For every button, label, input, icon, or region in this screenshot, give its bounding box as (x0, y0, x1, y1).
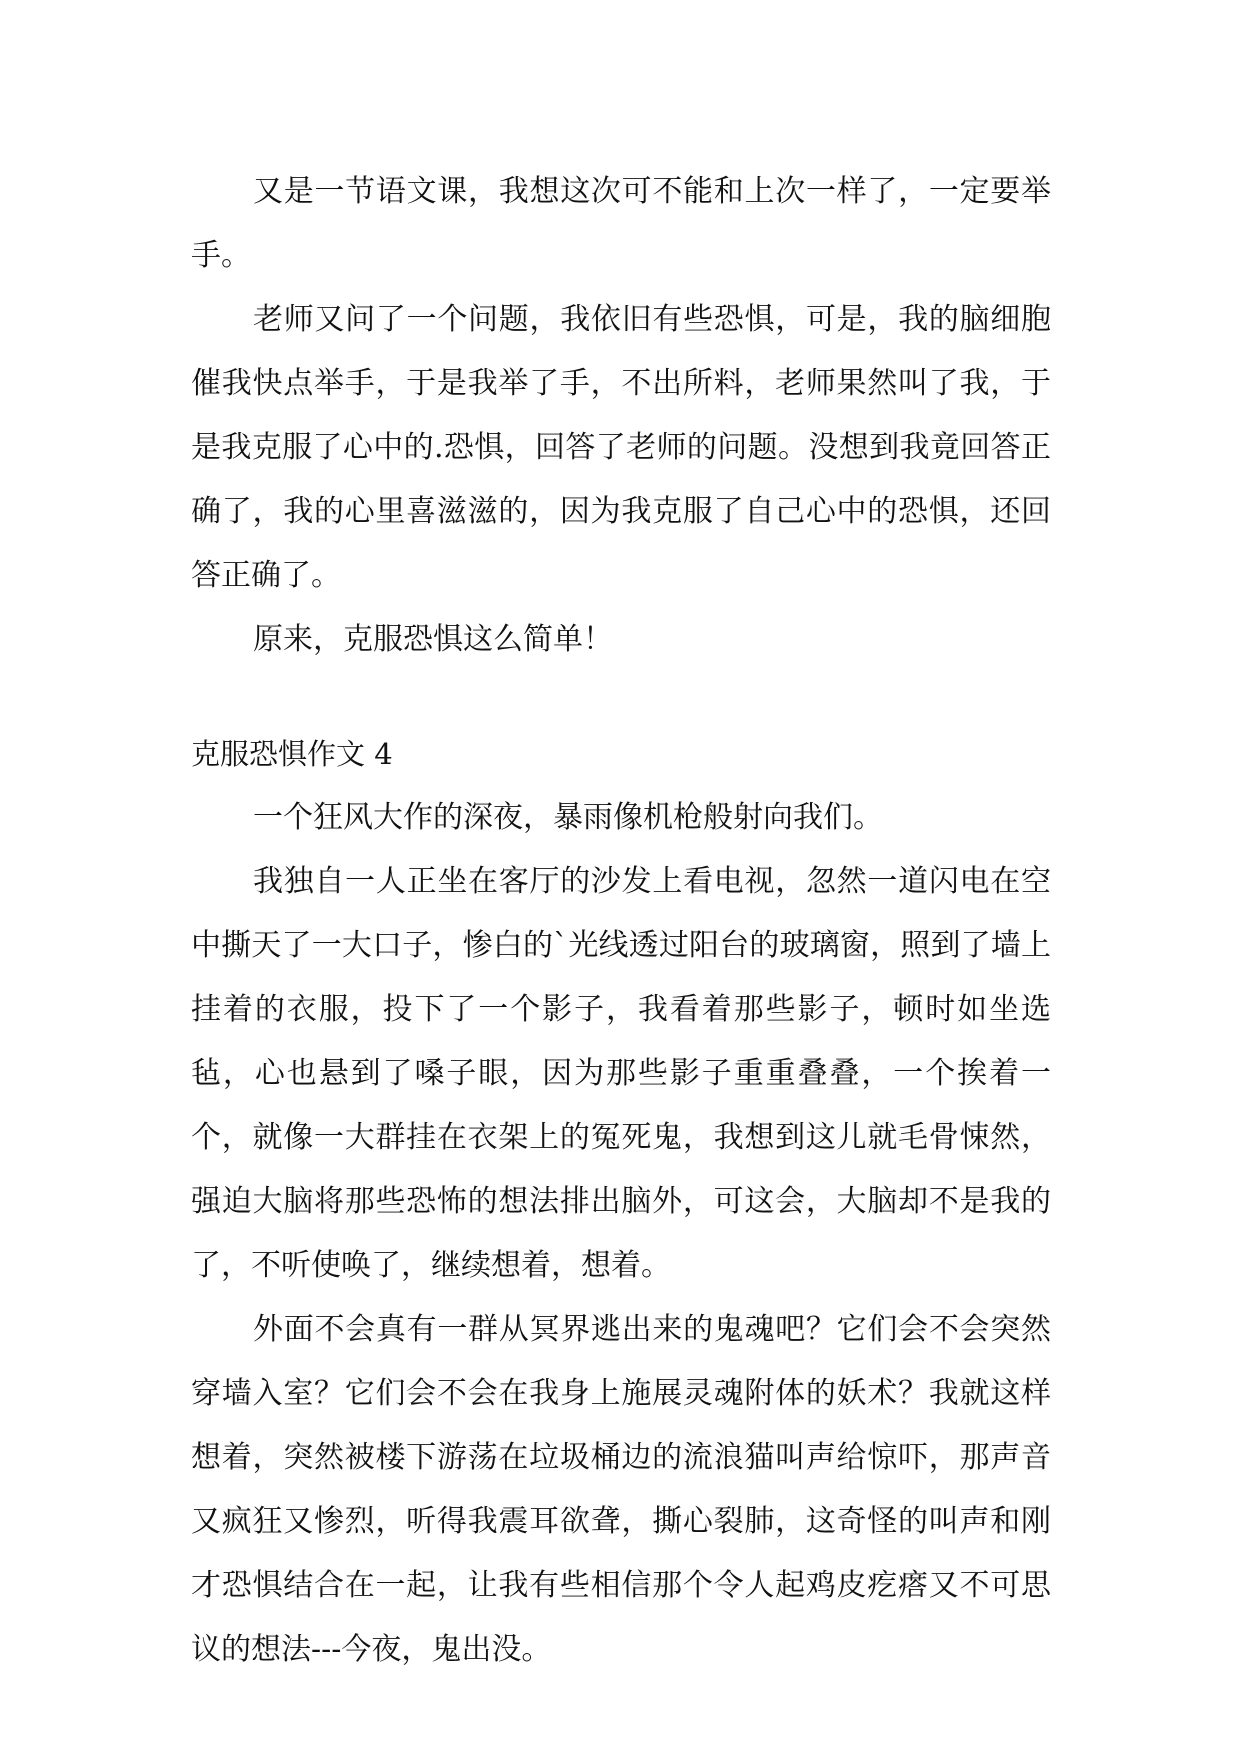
paragraph: 我独自一人正坐在客厅的沙发上看电视，忽然一道闪电在空中撕天了一大口子，惨白的`光线透过阳台的玻璃窗，照到了墙上挂着的衣服，投下了一个影子，我看着那些影子，顿时如坐选毡，心也悬到了嗓子眼，因为那些影子重重叠叠，一个挨着一个，就像一大群挂在衣架上的冤死鬼，我想到这儿就毛骨悚然，强迫大脑将那些恐怖的想法排出脑外，可这会，大脑却不是我的了，不听使唤了，继续想着，想着。 (191, 864, 1051, 1283)
paragraph: 又是一节语文课，我想这次可不能和上次一样了，一定要举手。 (191, 174, 1051, 273)
paragraph: 外面不会真有一群从冥界逃出来的鬼魂吧？它们会不会突然穿墙入室？它们会不会在我身上施展灵魂附体的妖术？我就这样想着，突然被楼下游荡在垃圾桶边的流浪猫叫声给惊吓，那声音又疯狂又惨烈，听得我震耳欲聋，撕心裂肺，这奇怪的叫声和刚才恐惧结合在一起，让我有些相信那个令人起鸡皮疙瘩又不可思议的想法---今夜，鬼出没。 (191, 1312, 1051, 1667)
section-title: 克服恐惧作文 4 (191, 737, 393, 771)
paragraph: 老师又问了一个问题，我依旧有些恐惧，可是，我的脑细胞催我快点举手，于是我举了手，不出所料，老师果然叫了我，于是我克服了心中的.恐惧，回答了老师的问题。没想到我竟回答正确了，我的心里喜滋滋的，因为我克服了自己心中的恐惧，还回答正确了。 (191, 302, 1051, 593)
paragraph: 一个狂风大作的深夜，暴雨像机枪般射向我们。 (253, 800, 883, 835)
paragraph: 原来，克服恐惧这么简单！ (253, 622, 613, 657)
document-body (191, 160, 1051, 1682)
